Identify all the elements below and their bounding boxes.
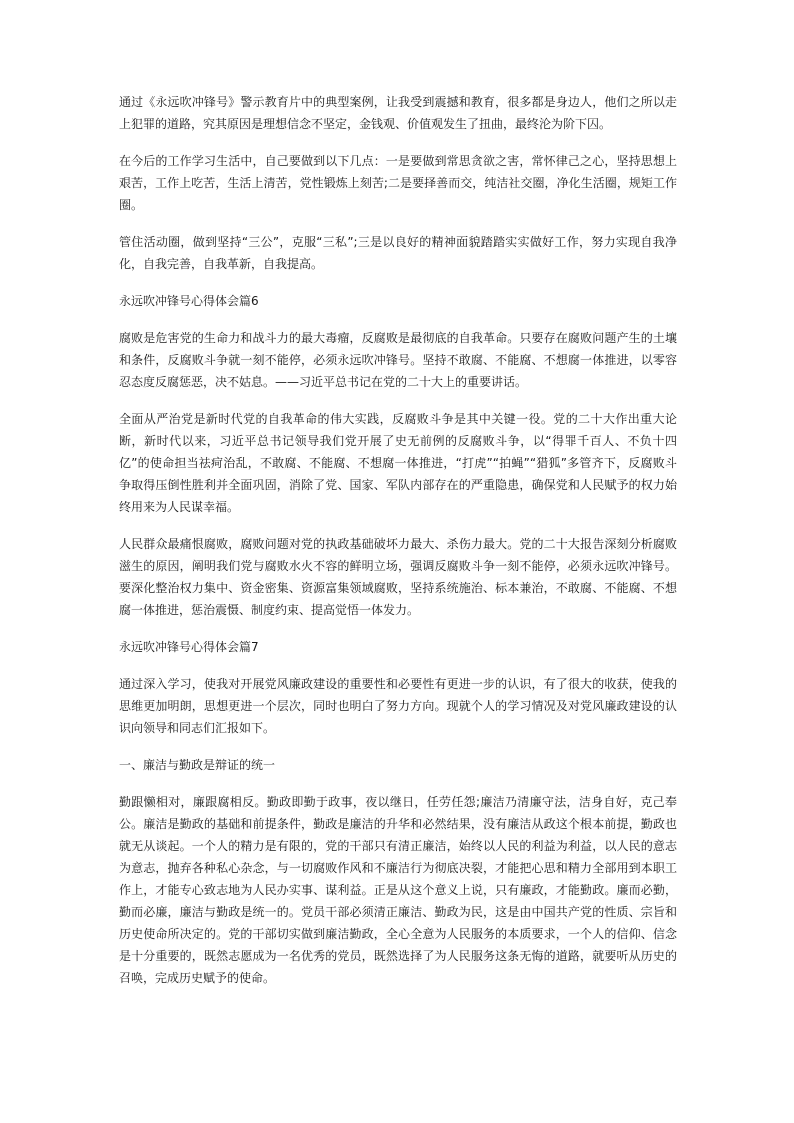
paragraph-3: 管住活动圈，做到坚持“三公”，克服“三私”;三是以良好的精神面貌踏踏实实做好工作，努力实现自我净化，自我完善，自我革新，自我提高。 bbox=[119, 235, 677, 271]
paragraph-4: 腐败是危害党的生命力和战斗力的最大毒瘤，反腐败是最彻底的自我革命。只要存在腐败问题产生的土壤和条件，反腐败斗争就一刻不能停，必须永远吹冲锋号。坚持不敢腐、不能腐、不想腐一体推进，以零容忍态度反腐惩恶，决不姑息。——习近平总书记在党的二十大上的重要讲话。 bbox=[119, 331, 677, 389]
section-heading-7: 永远吹冲锋号心得体会篇7 bbox=[119, 640, 259, 654]
paragraph-7: 通过深入学习，使我对开展党风廉政建设的重要性和必要性有更进一步的认识，有了很大的收获，使我的思维更加明朗，思想更进一个层次，同时也明白了努力方向。现就个人的学习情况及对党风廉政建设的认识向领导和同志们汇报如下。 bbox=[119, 677, 677, 735]
document-page bbox=[119, 91, 677, 1004]
section-heading-6: 永远吹冲锋号心得体会篇6 bbox=[119, 294, 259, 308]
paragraph-1: 通过《永远吹冲锋号》警示教育片中的典型案例，让我受到震撼和教育，很多都是身边人，他们之所以走上犯罪的道路，究其原因是理想信念不坚定，金钱观、价值观发生了扭曲，最终沦为阶下囚。 bbox=[119, 95, 677, 131]
paragraph-6: 人民群众最痛恨腐败，腐败问题对党的执政基础破坏力最大、杀伤力最大。党的二十大报告深刻分析腐败滋生的原因，阐明我们党与腐败水火不容的鲜明立场，强调反腐败斗争一刻不能停，必须永远吹冲锋号。要深化整治权力集中、资金密集、资源富集领域腐败，坚持系统施治、标本兼治，不敢腐、不能腐、不想腐一体推进，惩治震慑、制度约束、提高觉悟一体发力。 bbox=[119, 537, 677, 617]
paragraph-5: 全面从严治党是新时代党的自我革命的伟大实践，反腐败斗争是其中关键一役。党的二十大作出重大论断，新时代以来，习近平总书记领导我们党开展了史无前例的反腐败斗争，以“得罪千百人、不负十四亿”的使命担当祛疴治乱，不敢腐、不能腐、不想腐一体推进，“打虎”“拍蝇”“猎狐”多管齐下，反腐败斗争取得压倒性胜利并全面巩固，消除了党、国家、军队内部存在的严重隐患，确保党和人民赋予的权力始终用来为人民谋幸福。 bbox=[119, 412, 677, 514]
paragraph-8: 勤跟懒相对，廉跟腐相反。勤政即勤于政事，夜以继日，任劳任怨;廉洁乃清廉守法，洁身自好，克己奉公。廉洁是勤政的基础和前提条件，勤政是廉洁的升华和必然结果，没有廉洁从政这个根本前提，勤政也就无从谈起。一个人的精力是有限的，党的干部只有清正廉洁，始终以人民的利益为利益，以人民的意志为意志，抛弃各种私心杂念，与一切腐败作风和不廉洁行为彻底决裂，才能把心思和精力全部用到本职工作上，才能专心致志地为人民办实事、谋利益。正是从这个意义上说，只有廉政，才能勤政。廉而必勤，勤而必廉，廉洁与勤政是统一的。党员干部必须清正廉洁、勤政为民，这是由中国共产党的性质、宗旨和历史使命所决定的。党的干部切实做到廉洁勤政，全心全意为人民服务的本质要求，一个人的信仰、信念是十分重要的，既然志愿成为一名优秀的党员，既然选择了为人民服务这条无悔的道路，就要听从历史的召唤，完成历史赋予的使命。 bbox=[119, 795, 677, 985]
subsection-heading-1: 一、廉洁与勤政是辩证的统一 bbox=[119, 758, 276, 772]
paragraph-2: 在今后的工作学习生活中，自己要做到以下几点：一是要做到常思贪欲之害，常怀律己之心，坚持思想上艰苦，工作上吃苦，生活上清苦，党性锻炼上刻苦;二是要择善而交，纯洁社交圈，净化生活圈，规矩工作圈。 bbox=[119, 154, 677, 212]
